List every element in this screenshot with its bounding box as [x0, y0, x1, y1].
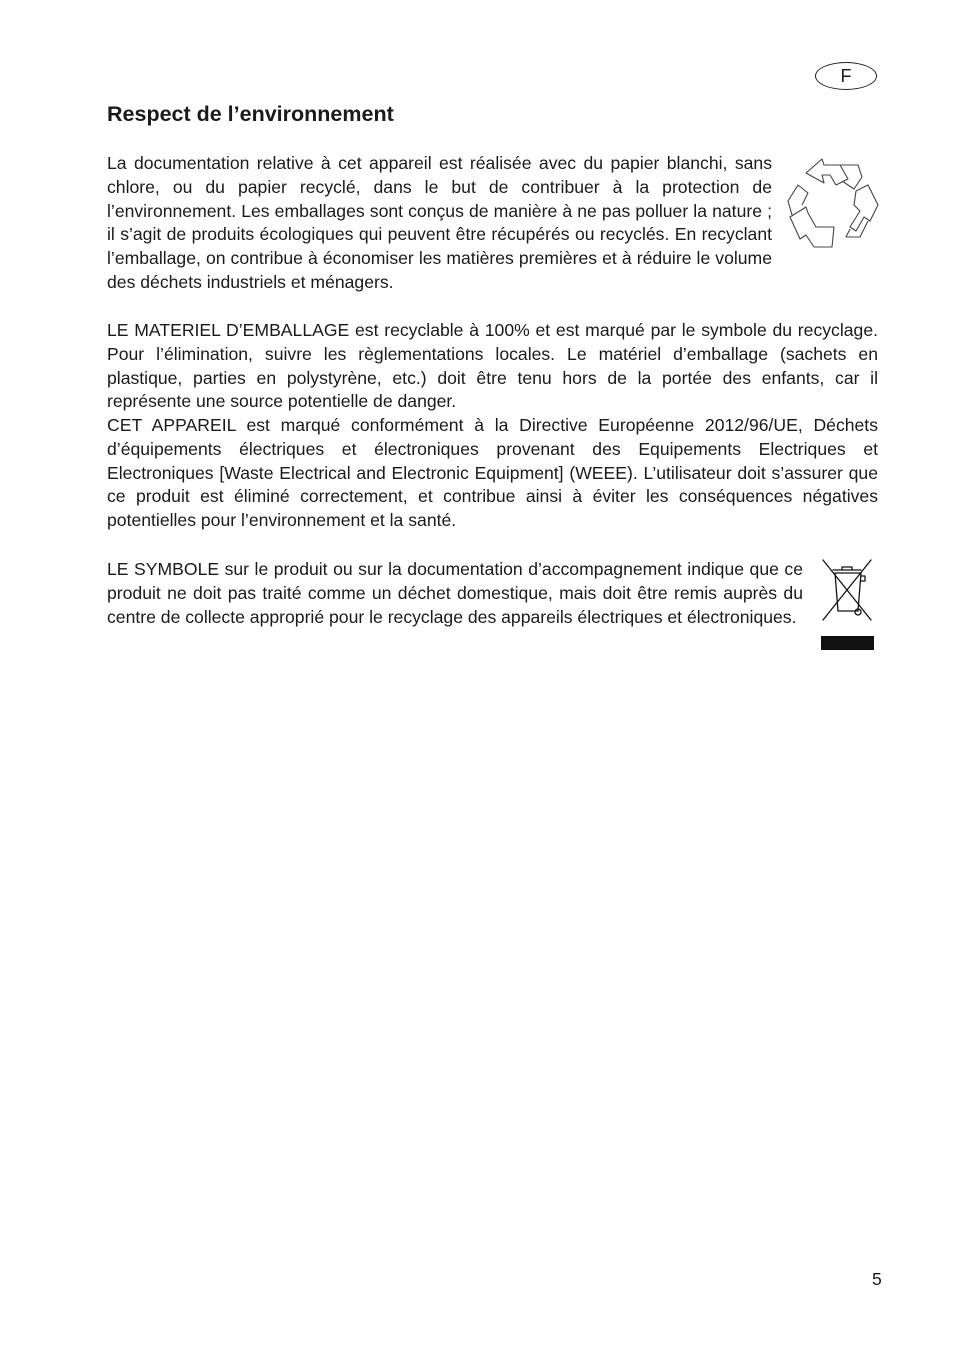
- paragraph-packaging: LE MATERIEL D’EMBALLAGE est recyclable à 100% et est marqué par le symbole du recyclage. Pour l’élimination, suivre les règlementations locales. Le matériel d’emballage (sachets en plastique, parties en polystyrène, etc.) doit être tenu hors de la portée des enfants, car il représente une source potentielle de danger.: [107, 320, 878, 412]
- paragraph-symbol: LE SYMBOLE sur le produit ou sur la documentation d’accompagnement indique que ce produit ne doit pas traité comme un déchet domestique, mais doit être remis auprès du centre de collecte approprié pour le recyclage des appareils électriques et électroniques.: [107, 559, 803, 627]
- page-number: 5: [872, 1269, 882, 1289]
- paragraph-documentation: La documentation relative à cet appareil est réalisée avec du papier blanchi, sans chlore, ou du papier recyclé, dans le but de contribuer à la protection de l’environnement. Les emballages sont conçus de manière à ne pas polluer la nature ; il s’agit de produits écologiques qui peuvent être récupérés ou recyclés. En recyclant l’emballage, on contribue à économiser les matières premières et à réduire le volume des déchets industriels et ménagers.: [107, 153, 772, 292]
- page-title: Respect de l’environnement: [107, 102, 394, 126]
- crossed-out-wheelie-bin-icon: [818, 556, 876, 652]
- paragraph-appliance: CET APPAREIL est marqué conformément à la Directive Européenne 2012/96/UE, Déchets d’équipements électriques et électroniques provenant des Equipements Electriques et Electroniques [Waste Electrical and Electronic Equipment] (WEEE). L’utilisateur doit s’assurer que ce produit est éliminé correctement, et contribue ainsi à éviter les conséquences négatives potentielles pour l’environnement et la santé.: [107, 415, 878, 531]
- recycle-icon: [784, 155, 880, 251]
- language-badge: F: [815, 62, 877, 90]
